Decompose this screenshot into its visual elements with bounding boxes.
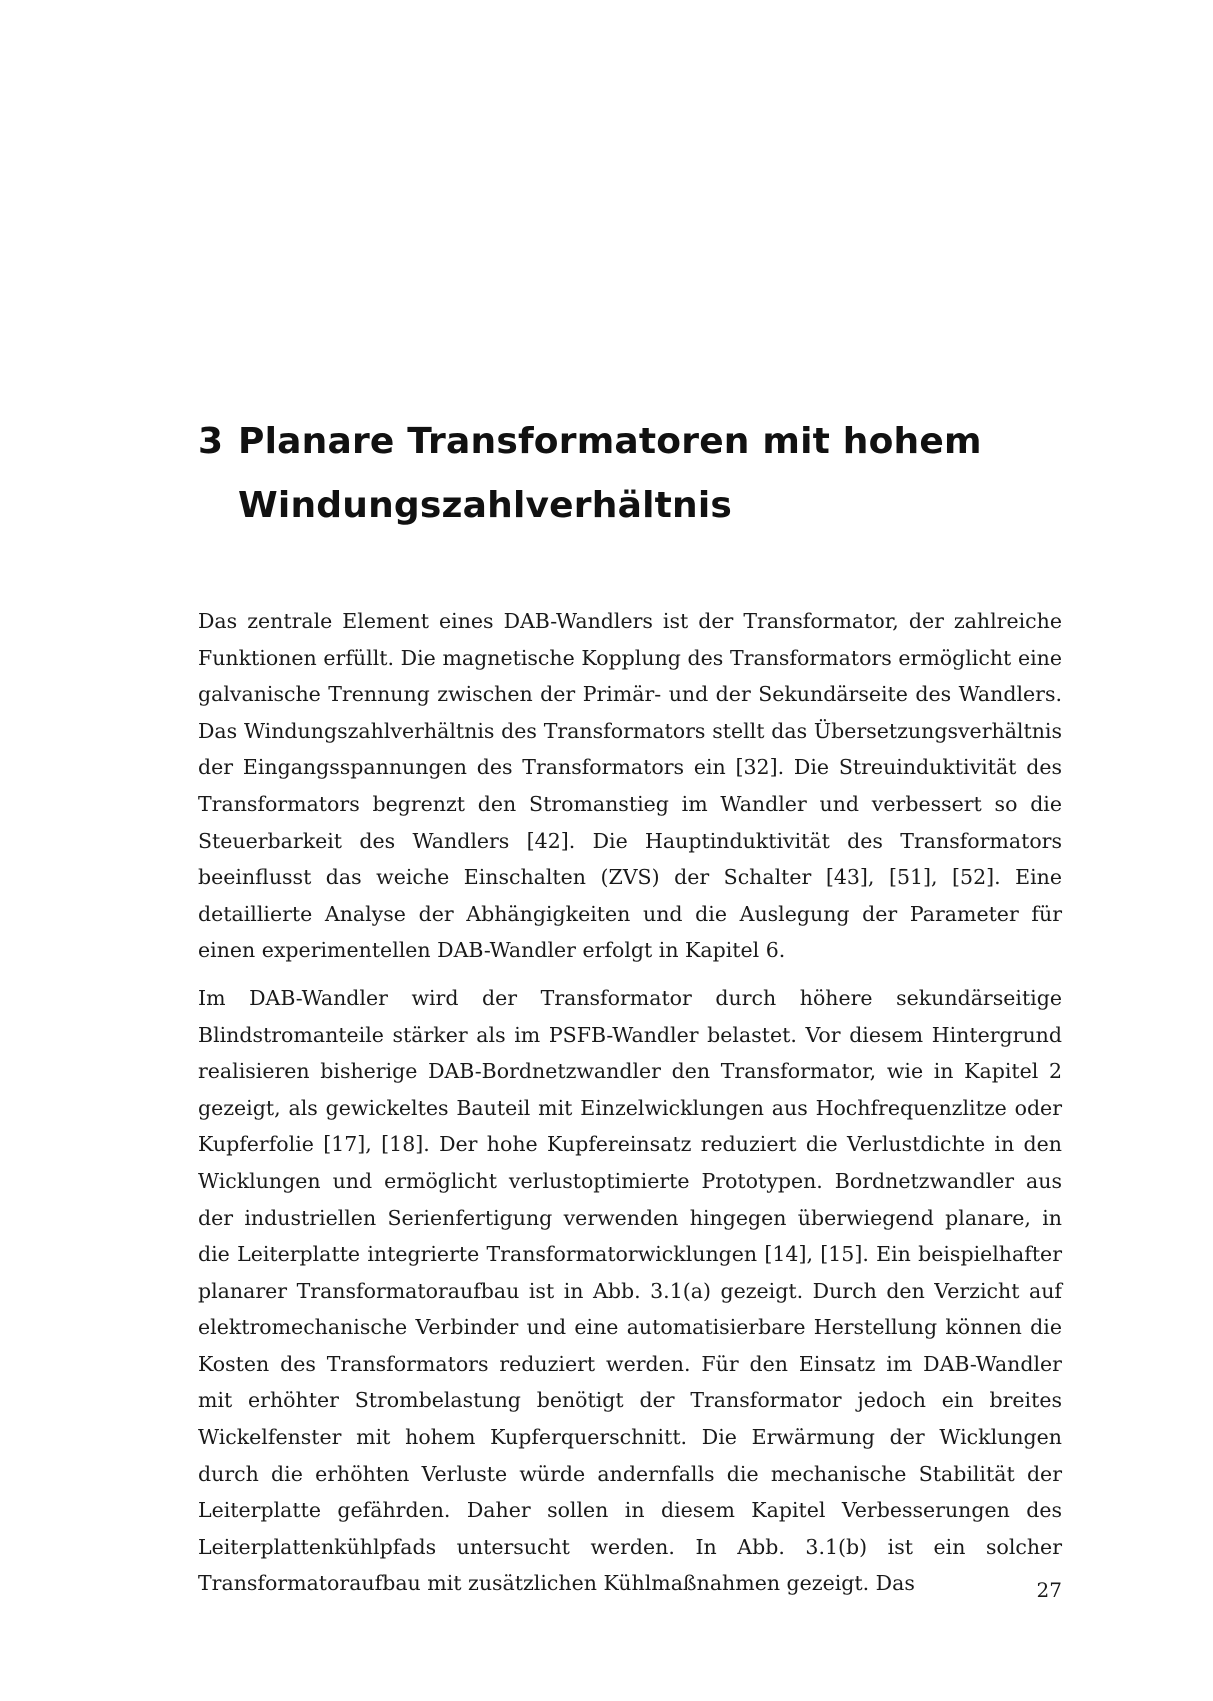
body-text: [198, 603, 1062, 1613]
chapter-number: 3: [198, 421, 224, 462]
page-number: 27: [1036, 1578, 1062, 1602]
paragraph-1: Das zentrale Element eines DAB-Wandlers ist der Transformator, der zahlreiche Funktionen erfüllt. Die magnetische Kopplung des Transformators ermöglicht eine galvanische Trennung zwischen der Primär- und der Sekundärseite des Wandlers. Das Windungszahlverhältnis des Transformators stellt das Übersetzungsverhältnis der Eingangsspannungen des Transformators ein [32]. Die Streuinduktivität des Transformators begrenzt den Stromanstieg im Wandler und verbessert so die Steuerbarkeit des Wandlers [42]. Die Hauptinduktivität des Transformators beeinflusst das weiche Einschalten (ZVS) der Schalter [43], [51], [52]. Eine detaillierte Analyse der Abhängigkeiten und die Auslegung der Parameter für einen experimentellen DAB-Wandler erfolgt in Kapitel 6.: [198, 609, 1062, 963]
chapter-heading: [198, 410, 1078, 538]
chapter-title: Planare Transformatoren mit hohem Windungszahlverhältnis: [238, 421, 982, 526]
paragraph-2: Im DAB-Wandler wird der Transformator durch höhere sekundärseitige Blindstromanteile stärker als im PSFB-Wandler belastet. Vor diesem Hintergrund realisieren bisherige DAB-Bordnetzwandler den Transformator, wie in Kapitel 2 gezeigt, als gewickeltes Bauteil mit Einzelwicklungen aus Hochfrequenzlitze oder Kupferfolie [17], [18]. Der hohe Kupfereinsatz reduziert die Verlustdichte in den Wicklungen und ermöglicht verlustoptimierte Prototypen. Bordnetzwandler aus der industriellen Serienfertigung verwenden hingegen überwiegend planare, in die Leiterplatte integrierte Transformatorwicklungen [14], [15]. Ein beispielhafter planarer Transformatoraufbau ist in Abb. 3.1(a) gezeigt. Durch den Verzicht auf elektromechanische Verbinder und eine automatisierbare Herstellung können die Kosten des Transformators reduziert werden. Für den Einsatz im DAB-Wandler mit erhöhter Strombelastung benötigt der Transformator jedoch ein breites Wickelfenster mit hohem Kupferquerschnitt. Die Erwärmung der Wicklungen durch die erhöhten Verluste würde andernfalls die mechanische Stabilität der Leiterplatte gefährden. Daher sollen in diesem Kapitel Verbesserungen des Leiterplattenkühlpfads untersucht werden. In Abb. 3.1(b) ist ein solcher Transformatoraufbau mit zusätzlichen Kühlmaßnahmen gezeigt. Das: [198, 985, 1062, 1596]
